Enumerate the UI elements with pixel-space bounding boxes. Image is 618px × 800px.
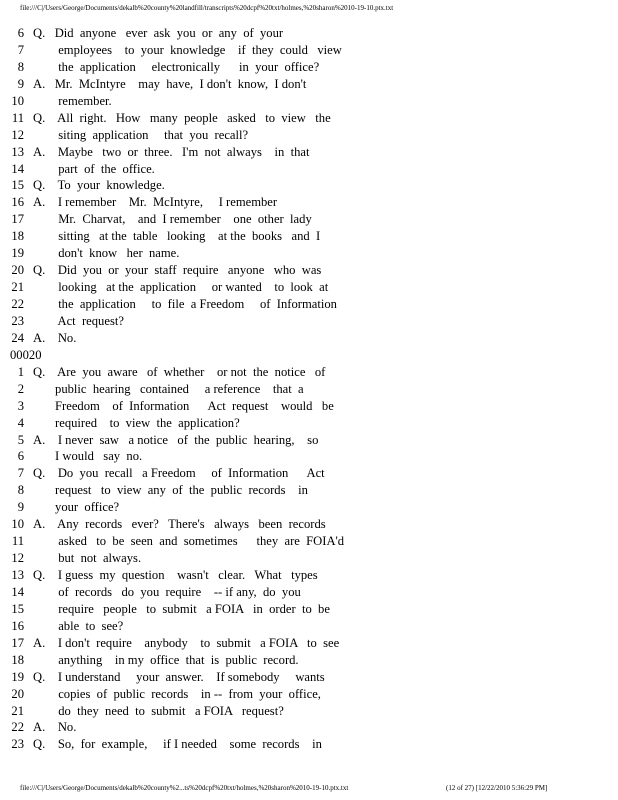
transcript-line	[0, 364, 618, 381]
line-text: A. Maybe two or three. I'm not always in that	[33, 144, 310, 159]
transcript-line	[0, 601, 618, 618]
line-text: Q. Did anyone ever ask you or any of your	[33, 26, 284, 40]
page-number: 00020	[10, 347, 42, 362]
transcript-line	[0, 296, 618, 313]
line-text: of records do you require -- if any, do you	[33, 584, 301, 599]
line-number: 22	[11, 297, 24, 311]
transcript-line	[0, 398, 618, 415]
line-text: Q. Do you recall a Freedom of Information Act	[33, 466, 325, 481]
line-text: Q. Are you aware of whether or not the notice of	[33, 364, 326, 379]
line-number: 2	[17, 381, 24, 396]
line-text: but not always.	[33, 551, 142, 566]
line-number: 6	[17, 449, 24, 464]
footer-file-path: file:///C|/Users/George/Documents/dekalb%20county%2...ts%20dcpf%20txt/holmes,%20sharon%2010-19-10.ptx.txt	[20, 784, 349, 792]
transcript-line	[0, 330, 618, 347]
transcript-line	[0, 652, 618, 669]
line-number: 4	[17, 415, 24, 430]
transcript-line	[0, 228, 618, 245]
line-number: 19	[11, 669, 24, 684]
line-text: A. Mr. McIntyre may have, I don't know, I don't	[33, 76, 307, 91]
line-text: your office?	[33, 500, 120, 515]
line-number: 19	[11, 246, 24, 261]
line-number: 1	[17, 364, 24, 379]
line-number: 13	[11, 568, 24, 582]
transcript-line	[0, 42, 618, 59]
line-text: the application electronically in your office?	[33, 59, 320, 74]
line-number: 5	[17, 432, 24, 447]
transcript-line	[0, 669, 618, 686]
line-text: copies of public records in -- from your office,	[33, 686, 321, 701]
line-text: A. No.	[33, 720, 77, 735]
transcript-line	[0, 194, 618, 211]
line-number: 14	[11, 161, 24, 176]
line-number: 11	[11, 534, 24, 549]
line-text: sitting at the table looking at the books and I	[33, 229, 321, 244]
line-text: A. I remember Mr. McIntyre, I remember	[33, 195, 278, 210]
transcript-line	[0, 93, 618, 110]
transcript-line	[0, 686, 618, 703]
line-number: 7	[17, 466, 24, 481]
line-text: A. No.	[33, 330, 77, 345]
line-number: 17	[11, 212, 24, 227]
line-number: 21	[11, 703, 24, 718]
transcript-line	[0, 177, 618, 194]
transcript-line	[0, 533, 618, 550]
line-text: don't know her name.	[33, 246, 180, 261]
line-text: employees to your knowledge if they could view	[33, 42, 342, 57]
line-number: 8	[17, 483, 24, 498]
transcript-line	[0, 635, 618, 652]
transcript-line	[0, 448, 618, 465]
line-text: the application to file a Freedom of Information	[33, 297, 337, 311]
line-text: I would say no.	[33, 449, 143, 464]
transcript-line	[0, 262, 618, 279]
transcript-line	[0, 25, 618, 42]
line-text: anything in my office that is public record.	[33, 652, 299, 667]
transcript-line	[0, 499, 618, 516]
line-number: 12	[11, 127, 24, 142]
transcript-line	[0, 567, 618, 584]
line-number: 18	[11, 652, 24, 667]
line-text: A. I don't require anybody to submit a FOIA to see	[33, 635, 340, 650]
transcript-line	[0, 110, 618, 127]
line-text: looking at the application or wanted to look at	[33, 280, 329, 295]
line-number: 10	[11, 517, 24, 532]
line-text: Mr. Charvat, and I remember one other lady	[33, 212, 312, 227]
line-number: 17	[11, 635, 24, 650]
transcript-line	[0, 516, 618, 533]
transcript-line	[0, 482, 618, 499]
line-text: siting application that you recall?	[33, 127, 249, 142]
line-number: 20	[11, 263, 24, 278]
transcript-line	[0, 279, 618, 296]
line-number: 21	[11, 280, 24, 295]
transcript-line	[0, 703, 618, 720]
transcript-line	[0, 144, 618, 161]
line-number: 24	[11, 330, 24, 345]
line-number: 7	[17, 42, 24, 57]
line-number: 11	[11, 110, 24, 125]
transcript-line	[0, 211, 618, 228]
line-number: 23	[11, 737, 24, 752]
line-number: 10	[11, 93, 24, 108]
line-text: Q. Did you or your staff require anyone who was	[33, 263, 322, 278]
transcript-body	[0, 25, 618, 753]
line-number: 23	[11, 313, 24, 328]
transcript-line	[0, 161, 618, 178]
line-text: Act request?	[33, 313, 124, 328]
transcript-line	[0, 618, 618, 635]
line-number: 16	[11, 618, 24, 633]
footer-page-info: (12 of 27) [12/22/2010 5:36:29 PM]	[446, 784, 548, 792]
line-number: 13	[11, 144, 24, 159]
line-text: Q. To your knowledge.	[33, 178, 165, 193]
line-number: 8	[17, 59, 24, 74]
line-text: Q. All right. How many people asked to view the	[33, 110, 331, 125]
line-text: do they need to submit a FOIA request?	[33, 703, 284, 718]
line-text: require people to submit a FOIA in order to be	[33, 601, 330, 616]
line-number: 9	[17, 76, 24, 91]
line-text: request to view any of the public records in	[33, 483, 308, 498]
transcript-line	[0, 415, 618, 432]
line-number: 22	[11, 720, 24, 735]
line-text: required to view the application?	[33, 415, 240, 430]
line-number: 18	[11, 229, 24, 244]
transcript-line	[0, 245, 618, 262]
line-number: 16	[11, 195, 24, 210]
line-text: part of the office.	[33, 161, 155, 176]
line-number: 20	[11, 686, 24, 701]
transcript-line	[0, 59, 618, 76]
transcript-line	[0, 313, 618, 330]
transcript-line	[0, 76, 618, 93]
page-marker	[0, 347, 618, 364]
line-text: Freedom of Information Act request would be	[33, 398, 334, 413]
line-text: A. Any records ever? There's always been records	[33, 517, 326, 532]
line-number: 9	[17, 500, 24, 515]
line-number: 3	[17, 398, 24, 413]
transcript-line	[0, 550, 618, 567]
line-number: 15	[11, 178, 24, 193]
line-text: remember.	[33, 93, 112, 108]
file-path-header: file:///C|/Users/George/Documents/dekalb%20county%20landfill/transcripts%20dcpf%20txt/holmes,%20sharon%2010-19-10.ptx.txt	[20, 4, 394, 12]
line-text: Q. So, for example, if I needed some records in	[33, 737, 322, 752]
transcript-line	[0, 432, 618, 449]
transcript-line	[0, 719, 618, 736]
line-number: 12	[11, 551, 24, 566]
transcript-line	[0, 736, 618, 753]
transcript-line	[0, 381, 618, 398]
line-number: 15	[11, 601, 24, 616]
line-number: 14	[11, 584, 24, 599]
line-text: public hearing contained a reference that a	[33, 381, 304, 396]
line-text: asked to be seen and sometimes they are FOIA'd	[33, 534, 345, 549]
transcript-line	[0, 127, 618, 144]
transcript-line	[0, 584, 618, 601]
line-text: Q. I guess my question wasn't clear. What types	[33, 568, 318, 582]
transcript-line	[0, 465, 618, 482]
line-text: Q. I understand your answer. If somebody wants	[33, 669, 325, 684]
line-number: 6	[17, 26, 24, 40]
line-text: A. I never saw a notice of the public hearing, so	[33, 432, 319, 447]
line-text: able to see?	[33, 618, 124, 633]
